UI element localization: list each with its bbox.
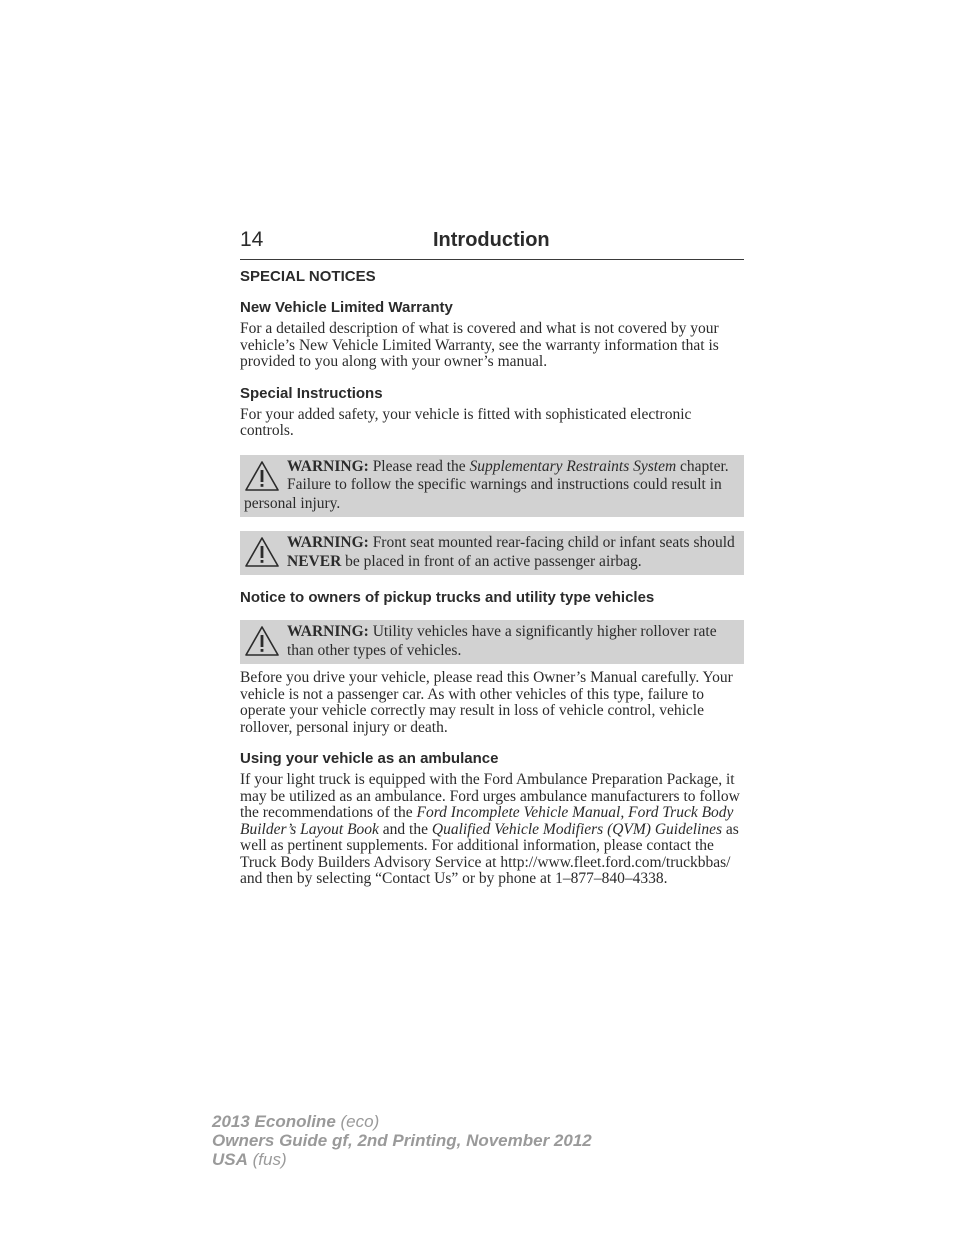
ambulance-text-part1: If your light truck is equipped with the Ford Ambulance Preparation Package, it may be utilized as an ambulance. Ford urges ambulance manufacturers to follow the recommendations of the xyxy=(240,771,740,821)
warning-text-pre: Please read the xyxy=(372,457,466,475)
warning-box-rollover xyxy=(240,620,744,664)
warning-triangle-icon xyxy=(244,536,280,569)
ambulance-text-part3: as well as pertinent supplements. For additional information, please contact the Truck Body Builders Advisory Service at http://www.fleet.ford.com/truckbbas/ and then by selecting “Contact Us” or by phone at 1–877–840–4338. xyxy=(240,820,739,887)
warranty-text: For a detailed description of what is covered and what is not covered by your vehicle’s New Vehicle Limited Warranty, see the warranty information that is provided to you along with your owner’s manual. xyxy=(240,320,719,370)
pickup-notice-heading: Notice to owners of pickup trucks and utility type vehicles xyxy=(240,589,655,606)
warning-label: WARNING: xyxy=(287,534,369,551)
pickup-text: Before you drive your vehicle, please read this Owner’s Manual carefully. Your vehicle is not a passenger car. As with other vehicles of this type, failure to operate your vehicle correctly may result in loss of vehicle control, vehicle rollover, personal injury or death. xyxy=(240,669,733,736)
footer-line-3 xyxy=(212,1150,592,1169)
special-instructions-heading: Special Instructions xyxy=(240,384,383,402)
footer-market: USA xyxy=(212,1150,248,1169)
ambulance-heading: Using your vehicle as an ambulance xyxy=(240,750,499,767)
page-header xyxy=(240,228,744,260)
warning-label: WARNING: xyxy=(287,623,369,640)
warning-label: WARNING: xyxy=(287,457,369,475)
ambulance-text-italic2: Qualified Vehicle Modifiers (QVM) Guidelines xyxy=(431,820,723,838)
warning-text-post: chapter. Failure to follow the specific warnings and instructions could result in personal injury. xyxy=(244,457,729,512)
warning-text-post: be placed in front of an active passenger airbag. xyxy=(345,552,642,570)
special-instructions-text: For your added safety, your vehicle is fitted with sophisticated electronic controls. xyxy=(240,405,692,439)
warning-box-restraints xyxy=(240,455,744,518)
section-title: SPECIAL NOTICES xyxy=(240,268,376,285)
ambulance-text-part2: and the xyxy=(382,820,428,838)
ambulance-text xyxy=(240,772,744,888)
footer-line-2 xyxy=(212,1131,592,1150)
page-number: 14 xyxy=(240,228,264,251)
warning-triangle-icon xyxy=(244,625,280,658)
ambulance-text-italic1: Ford Incomplete Vehicle Manual, Ford Truck Body Builder’s Layout Book xyxy=(240,804,734,838)
footer-model: 2013 Econoline xyxy=(212,1112,336,1131)
footer-market-code: (fus) xyxy=(252,1150,287,1169)
warning-box-child-seat xyxy=(240,531,744,575)
warning-text-italic: Supplementary Restraints System xyxy=(469,457,677,475)
page-footer xyxy=(212,1112,592,1169)
footer-guide: Owners Guide gf, 2nd Printing, November 2012 xyxy=(212,1131,592,1150)
footer-model-code: (eco) xyxy=(340,1112,380,1131)
warning-text: Utility vehicles have a significantly higher rollover rate than other types of vehicles. xyxy=(287,623,717,659)
warranty-heading: New Vehicle Limited Warranty xyxy=(240,299,453,316)
warning-triangle-icon xyxy=(244,460,280,493)
footer-line-1 xyxy=(212,1112,592,1131)
chapter-title: Introduction xyxy=(433,229,550,251)
warning-text-pre: Front seat mounted rear-facing child or infant seats should xyxy=(372,534,735,551)
page-content xyxy=(240,228,744,888)
warning-text-bold: NEVER xyxy=(287,552,342,570)
